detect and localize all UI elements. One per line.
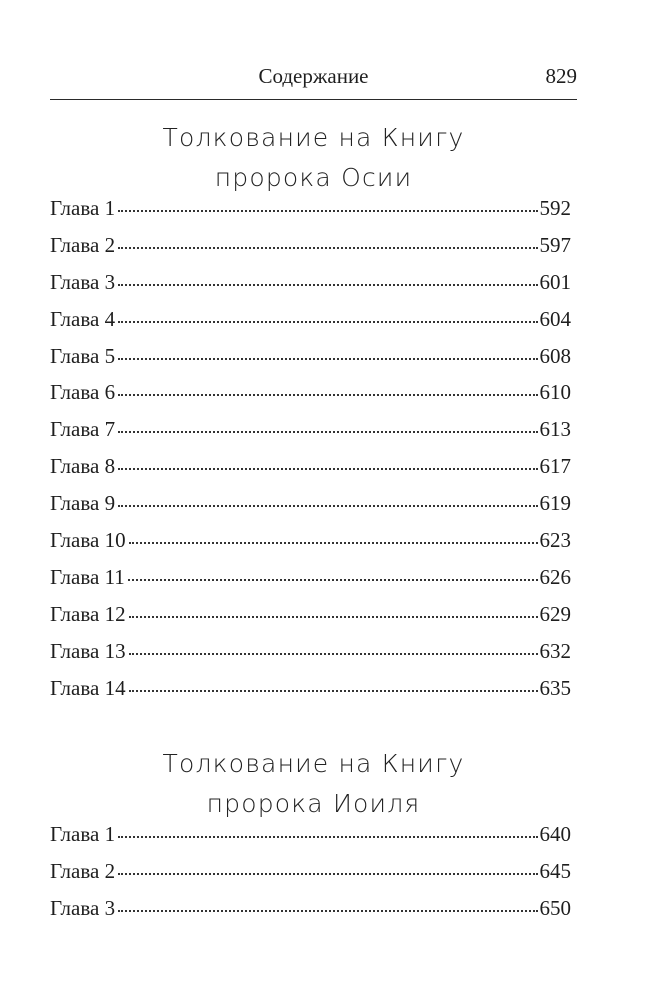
toc-entry-page: 645 bbox=[539, 858, 571, 883]
toc-entry-page: 608 bbox=[539, 343, 571, 368]
leader-dots bbox=[118, 358, 537, 360]
leader-dots bbox=[118, 247, 537, 249]
leader-dots bbox=[129, 616, 538, 618]
toc-entry[interactable] bbox=[50, 233, 571, 270]
toc-entry-page: 640 bbox=[539, 822, 571, 846]
section-title-line2: пророка Осии bbox=[214, 163, 413, 192]
toc-entry-label: Глава 3 bbox=[50, 895, 116, 920]
toc-entry-page: 635 bbox=[539, 675, 571, 700]
toc-entry[interactable] bbox=[50, 454, 571, 491]
running-title: Содержание bbox=[258, 64, 369, 88]
leader-dots bbox=[118, 505, 537, 507]
toc-entry-label: Глава 1 bbox=[50, 196, 116, 220]
toc-entry-page: 601 bbox=[539, 269, 571, 294]
toc-entry[interactable] bbox=[50, 380, 571, 417]
leader-dots bbox=[118, 873, 537, 875]
toc-entry-label: Глава 9 bbox=[50, 491, 116, 516]
toc-entry-page: 623 bbox=[539, 528, 571, 553]
toc-entry-label: Глава 12 bbox=[50, 601, 126, 626]
toc-entry-page: 613 bbox=[539, 417, 571, 442]
toc-list-hosea bbox=[50, 196, 571, 712]
toc-entry[interactable] bbox=[50, 639, 571, 676]
toc-entry[interactable] bbox=[50, 307, 571, 344]
toc-list-joel bbox=[50, 822, 571, 933]
leader-dots bbox=[118, 284, 537, 286]
toc-entry-label: Глава 2 bbox=[50, 858, 116, 883]
toc-entry[interactable] bbox=[50, 491, 571, 528]
leader-dots bbox=[129, 653, 538, 655]
toc-entry[interactable] bbox=[50, 344, 571, 381]
toc-entry[interactable] bbox=[50, 896, 571, 933]
section-title-line1: Толкование на Книгу bbox=[162, 749, 465, 778]
header-rule bbox=[50, 99, 577, 100]
page-number: 829 bbox=[545, 64, 577, 88]
leader-dots bbox=[118, 431, 537, 433]
toc-entry-page: 626 bbox=[539, 564, 571, 589]
toc-entry[interactable] bbox=[50, 676, 571, 713]
toc-entry[interactable] bbox=[50, 602, 571, 639]
toc-entry-label: Глава 7 bbox=[50, 417, 116, 442]
toc-entry-label: Глава 3 bbox=[50, 269, 116, 294]
toc-entry[interactable] bbox=[50, 417, 571, 454]
section-title-hosea bbox=[50, 118, 577, 198]
toc-entry-page: 629 bbox=[539, 601, 571, 626]
toc-entry-label: Глава 2 bbox=[50, 232, 116, 257]
leader-dots bbox=[128, 579, 538, 581]
toc-entry[interactable] bbox=[50, 565, 571, 602]
toc-entry-page: 617 bbox=[539, 454, 571, 479]
toc-entry-label: Глава 13 bbox=[50, 638, 126, 663]
toc-entry-label: Глава 8 bbox=[50, 454, 116, 479]
section-title-joel bbox=[50, 744, 577, 824]
section-title-line2: пророка Иоиля bbox=[206, 789, 421, 818]
running-head bbox=[50, 62, 577, 96]
toc-entry-label: Глава 1 bbox=[50, 822, 116, 846]
toc-entry-page: 632 bbox=[539, 638, 571, 663]
leader-dots bbox=[118, 321, 537, 323]
toc-entry-page: 604 bbox=[539, 306, 571, 331]
leader-dots bbox=[118, 836, 537, 838]
toc-entry-label: Глава 6 bbox=[50, 380, 116, 405]
leader-dots bbox=[118, 468, 537, 470]
leader-dots bbox=[129, 542, 538, 544]
leader-dots bbox=[118, 210, 537, 212]
toc-entry[interactable] bbox=[50, 270, 571, 307]
toc-entry-label: Глава 10 bbox=[50, 528, 126, 553]
toc-entry-page: 610 bbox=[539, 380, 571, 405]
leader-dots bbox=[129, 690, 538, 692]
toc-entry-label: Глава 11 bbox=[50, 564, 125, 589]
section-title-line1: Толкование на Книгу bbox=[162, 123, 465, 152]
toc-entry-page: 650 bbox=[539, 895, 571, 920]
leader-dots bbox=[118, 910, 537, 912]
toc-entry-label: Глава 14 bbox=[50, 675, 126, 700]
toc-entry[interactable] bbox=[50, 196, 571, 233]
toc-entry-label: Глава 5 bbox=[50, 343, 116, 368]
toc-entry-page: 597 bbox=[539, 232, 571, 257]
toc-entry[interactable] bbox=[50, 822, 571, 859]
toc-entry-page: 619 bbox=[539, 491, 571, 516]
toc-entry-label: Глава 4 bbox=[50, 306, 116, 331]
toc-entry[interactable] bbox=[50, 528, 571, 565]
toc-entry-page: 592 bbox=[539, 196, 571, 220]
toc-entry[interactable] bbox=[50, 859, 571, 896]
leader-dots bbox=[118, 394, 537, 396]
